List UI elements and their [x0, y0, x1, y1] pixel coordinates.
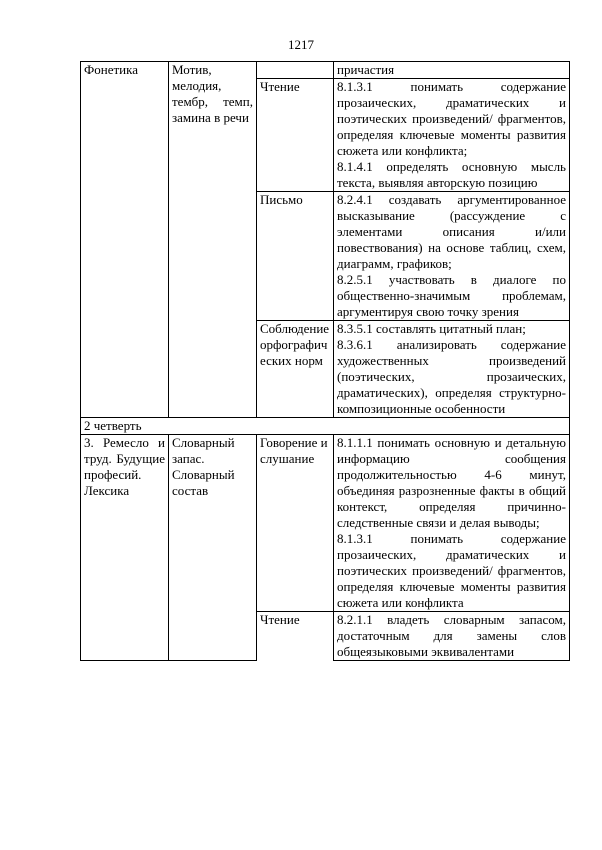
skill-cell-empty — [257, 62, 334, 79]
objective-text: 8.3.5.1 составлять цитатный план; — [337, 321, 526, 336]
skill-text: Говорение и слушание — [260, 435, 328, 466]
skill-text: Письмо — [260, 192, 303, 207]
objective-text: причастия — [337, 62, 395, 77]
skill-text: Чтение — [260, 79, 300, 94]
subtopic-cell — [169, 62, 257, 418]
topic-cell — [81, 435, 169, 661]
table-row — [81, 435, 570, 612]
curriculum-table — [80, 61, 570, 661]
page-number: 1217 — [288, 37, 314, 52]
topic-cell — [81, 62, 169, 418]
objective-text: 8.1.3.1 понимать содержание прозаических, драматических и поэтических произведений/ фрагментов, определяя ключевые моменты развития сюжета или конфликта — [337, 531, 566, 610]
skill-cell — [257, 192, 334, 321]
objective-cell — [334, 321, 570, 418]
skill-cell — [257, 435, 334, 612]
objective-text: 8.1.4.1 определять основную мысль текста, выявляя авторскую позицию — [337, 159, 566, 190]
skill-text: Чтение — [260, 612, 300, 627]
objective-cell — [334, 79, 570, 192]
objective-text: 8.1.1.1 понимать основную и детальную информацию сообщения продолжительностью 4-6 минут, объединяя разрозненные факты в общий контекст, определяя причинно-следственные связи и делая выводы; — [337, 435, 566, 530]
skill-cell — [257, 79, 334, 192]
table-row — [81, 418, 570, 435]
objective-cell — [334, 435, 570, 612]
topic-text: 3. Ремесло и труд. Будущие професий. Лексика — [84, 435, 165, 498]
table-row — [81, 62, 570, 79]
objective-cell — [334, 612, 570, 661]
subtopic-text: Словарный запас. Словарный состав — [172, 435, 235, 498]
objective-cell — [334, 192, 570, 321]
subtopic-cell — [169, 435, 257, 661]
objective-text: 8.2.5.1 участвовать в диалоге по общественно-значимым проблемам, аргументируя свою точку зрения — [337, 272, 566, 319]
subtopic-text: Мотив, мелодия, тембр, темп, замина в речи — [172, 62, 253, 125]
objective-cell — [334, 62, 570, 79]
objective-text: 8.3.6.1 анализировать содержание художественных произведений (поэтических, прозаических, драматических), определяя структурно-композиционные особенности — [337, 337, 566, 416]
quarter-label: 2 четверть — [84, 418, 142, 433]
objective-text: 8.2.1.1 владеть словарным запасом, достаточным для замены слов общеязыковыми эквивалентами — [337, 612, 566, 659]
objective-text: 8.2.4.1 создавать аргументированное высказывание (рассуждение с элементами описания и/или повествования) на основе таблиц, схем, диаграмм, графиков; — [337, 192, 566, 271]
quarter-cell — [81, 418, 570, 435]
skill-cell — [257, 612, 334, 661]
skill-cell — [257, 321, 334, 418]
skill-text: Соблюдение орфографических норм — [260, 321, 330, 368]
topic-text: Фонетика — [84, 62, 139, 77]
objective-text: 8.1.3.1 понимать содержание прозаических, драматических и поэтических произведений/ фрагментов, определяя ключевые моменты развития сюжета или конфликта; — [337, 79, 566, 158]
